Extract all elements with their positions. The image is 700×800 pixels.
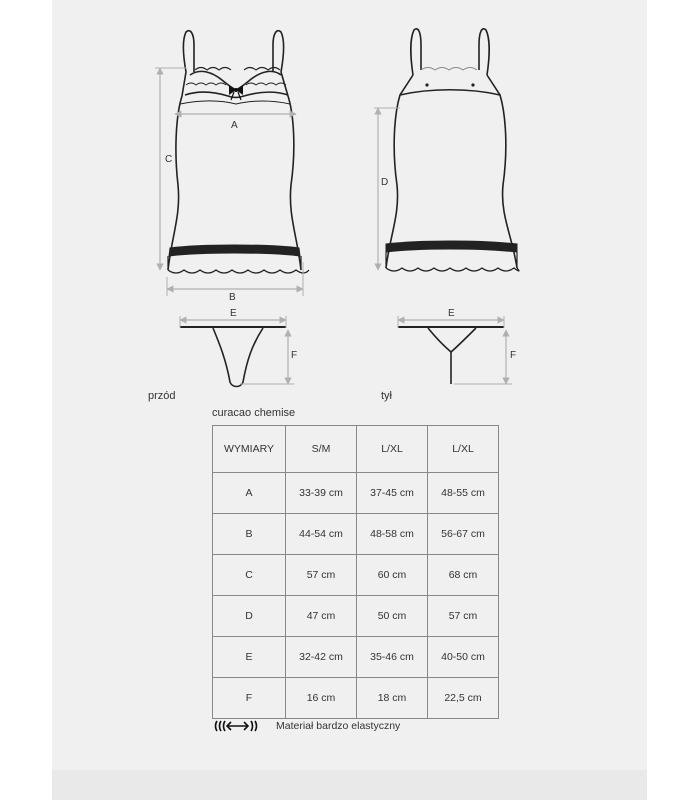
back-chemise-drawing (386, 29, 519, 271)
measure-cell: B (213, 514, 286, 555)
label-f-front: F (291, 350, 298, 361)
spec-sheet-footer-band (52, 770, 647, 800)
label-e-front: E (230, 308, 237, 319)
value-cell: 50 cm (357, 596, 428, 637)
value-cell: 60 cm (357, 555, 428, 596)
value-cell: 22,5 cm (428, 678, 499, 719)
measure-cell: A (213, 473, 286, 514)
back-strap-lace (421, 68, 477, 87)
back-thong-drawing (398, 327, 504, 384)
back-left-side (386, 75, 413, 268)
front-right-trim (246, 83, 286, 85)
value-cell: 68 cm (428, 555, 499, 596)
front-bust-line (185, 92, 288, 97)
size-table (212, 425, 499, 719)
value-cell: 44-54 cm (286, 514, 357, 555)
elasticity-note (214, 719, 400, 733)
value-cell: 48-55 cm (428, 473, 499, 514)
table-title: curacao chemise (212, 407, 296, 419)
measure-cell: E (213, 637, 286, 678)
value-cell: 32-42 cm (286, 637, 357, 678)
front-chemise-drawing (168, 31, 309, 273)
size-table-header-row (213, 426, 499, 473)
value-cell: 57 cm (286, 555, 357, 596)
value-cell: 16 cm (286, 678, 357, 719)
measure-cell: F (213, 678, 286, 719)
measure-cell: C (213, 555, 286, 596)
front-thong-drawing (180, 327, 286, 387)
front-right-lace (244, 68, 280, 71)
label-f-back: F (510, 350, 517, 361)
front-left-lace (195, 68, 231, 71)
header-cell: L/XL (357, 426, 428, 473)
header-cell: S/M (286, 426, 357, 473)
back-hem-band (386, 241, 517, 252)
back-caption: tył (381, 390, 392, 402)
measure-cell: D (213, 596, 286, 637)
value-cell: 37-45 cm (357, 473, 428, 514)
table-row (213, 473, 499, 514)
elasticity-note-text: Materiał bardzo elastyczny (276, 720, 401, 732)
value-cell: 57 cm (428, 596, 499, 637)
table-row (213, 637, 499, 678)
value-cell: 35-46 cm (357, 637, 428, 678)
table-row (213, 514, 499, 555)
front-left-side (168, 72, 186, 270)
front-hem-band (169, 245, 300, 256)
table-row (213, 678, 499, 719)
table-row (213, 555, 499, 596)
header-cell: L/XL (428, 426, 499, 473)
label-d: D (381, 177, 389, 188)
value-cell: 48-58 cm (357, 514, 428, 555)
front-right-strap (273, 31, 284, 72)
label-b: B (229, 292, 236, 303)
label-a: A (231, 120, 238, 131)
value-cell: 47 cm (286, 596, 357, 637)
value-cell: 40-50 cm (428, 637, 499, 678)
front-under-bust (180, 101, 290, 104)
front-right-side (281, 72, 301, 270)
value-cell: 18 cm (357, 678, 428, 719)
front-left-strap (183, 31, 194, 72)
label-c: C (165, 154, 173, 165)
front-left-trim (186, 83, 226, 85)
elastic-stretch-icon (214, 719, 258, 733)
header-cell: WYMIARY (213, 426, 286, 473)
back-right-side (487, 75, 517, 268)
value-cell: 33-39 cm (286, 473, 357, 514)
table-row (213, 596, 499, 637)
label-e-back: E (448, 308, 455, 319)
front-hem-lace (168, 270, 309, 273)
value-cell: 56-67 cm (428, 514, 499, 555)
front-caption: przód (148, 390, 176, 402)
front-neckline (190, 71, 281, 90)
back-top-edge (400, 90, 500, 95)
